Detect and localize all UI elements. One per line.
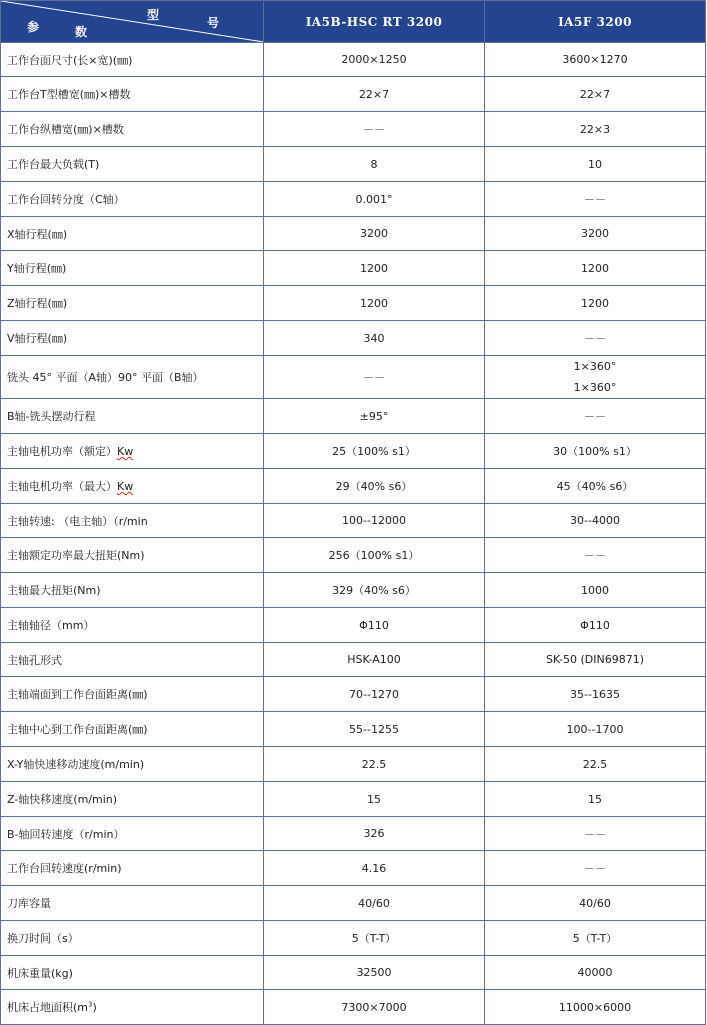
value-model-1: 8 xyxy=(264,147,485,182)
param-label: 工作台回转分度（C轴） xyxy=(1,182,264,217)
value-model-1: 3200 xyxy=(264,217,485,251)
param-label: 刀库容量 xyxy=(1,886,264,921)
table-row xyxy=(1,747,706,782)
value-model-1: 40/60 xyxy=(264,886,485,921)
value-model-1: HSK-A100 xyxy=(264,643,485,677)
value-model-2: －－ xyxy=(485,851,706,886)
param-label: B轴-铣头摆动行程 xyxy=(1,399,264,434)
table-row xyxy=(1,43,706,77)
value-model-1: 22×7 xyxy=(264,77,485,112)
header-model-1: IA5B-HSC RT 3200 xyxy=(264,1,485,43)
table-row xyxy=(1,990,706,1025)
table-row xyxy=(1,921,706,956)
value-model-2: 1200 xyxy=(485,251,706,286)
value-model-2: 22×3 xyxy=(485,112,706,147)
table-row xyxy=(1,77,706,112)
value-model-1: Φ110 xyxy=(264,608,485,643)
param-label xyxy=(1,990,264,1025)
param-unit: Kw xyxy=(117,480,134,493)
param-label: Z-轴快移速度(m/min) xyxy=(1,782,264,817)
param-label: 工作台纵槽宽(㎜)×槽数 xyxy=(1,112,264,147)
table-row xyxy=(1,817,706,851)
param-label: 工作台面尺寸(长×宽)(㎜) xyxy=(1,43,264,77)
value-model-2: －－ xyxy=(485,817,706,851)
value-model-1: 25（100% s1） xyxy=(264,434,485,469)
table-row xyxy=(1,469,706,504)
table-row xyxy=(1,851,706,886)
value-model-1: 15 xyxy=(264,782,485,817)
value-model-2: 1000 xyxy=(485,573,706,608)
value-model-1: 22.5 xyxy=(264,747,485,782)
param-label-text: 主轴电机功率（最大） xyxy=(7,480,117,493)
corner-label-param-2: 数 xyxy=(75,25,88,39)
param-label-text: 主轴电机功率（额定） xyxy=(7,445,117,458)
param-label: 主轴孔形式 xyxy=(1,643,264,677)
value-model-2: －－ xyxy=(485,538,706,573)
table-row xyxy=(1,782,706,817)
value-model-2: 3600×1270 xyxy=(485,43,706,77)
param-label: X-Y轴快速移动速度(m/min) xyxy=(1,747,264,782)
value-model-1: －－ xyxy=(264,112,485,147)
value-model-2: 11000×6000 xyxy=(485,990,706,1025)
table-row xyxy=(1,573,706,608)
table-row xyxy=(1,147,706,182)
param-label: 换刀时间（s） xyxy=(1,921,264,956)
param-label-suffix: ) xyxy=(92,1001,97,1014)
value-model-1: 7300×7000 xyxy=(264,990,485,1025)
value-line: 1×360° xyxy=(573,360,617,373)
param-label: 主轴中心到工作台面距离(㎜) xyxy=(1,712,264,747)
table-row xyxy=(1,399,706,434)
value-model-1: 340 xyxy=(264,321,485,356)
table-row xyxy=(1,643,706,677)
value-model-1: 32500 xyxy=(264,956,485,990)
table-row xyxy=(1,182,706,217)
param-label: V轴行程(㎜) xyxy=(1,321,264,356)
value-model-2: 35--1635 xyxy=(485,677,706,712)
param-label: X轴行程(㎜) xyxy=(1,217,264,251)
param-label: 工作台最大负载(T) xyxy=(1,147,264,182)
value-model-2: 30（100% s1） xyxy=(485,434,706,469)
value-model-1: 100--12000 xyxy=(264,504,485,538)
table-row xyxy=(1,886,706,921)
value-model-2: SK-50 (DIN69871) xyxy=(485,643,706,677)
value-model-1: 329（40% s6） xyxy=(264,573,485,608)
value-model-1: 5（T-T） xyxy=(264,921,485,956)
value-model-1: 4.16 xyxy=(264,851,485,886)
param-label: 主轴额定功率最大扭矩(Nm) xyxy=(1,538,264,573)
value-model-2 xyxy=(485,356,706,399)
value-model-2: 40000 xyxy=(485,956,706,990)
value-model-1: 1200 xyxy=(264,251,485,286)
table-row xyxy=(1,504,706,538)
corner-label-model-2: 号 xyxy=(207,16,220,30)
corner-label-model-1: 型 xyxy=(147,8,160,22)
param-label xyxy=(1,469,264,504)
value-model-2: －－ xyxy=(485,399,706,434)
table-row xyxy=(1,321,706,356)
header-model-2: IA5F 3200 xyxy=(485,1,706,43)
value-model-1: 0.001° xyxy=(264,182,485,217)
param-label: 主轴最大扭矩(Nm) xyxy=(1,573,264,608)
value-model-2: 10 xyxy=(485,147,706,182)
value-model-2: －－ xyxy=(485,321,706,356)
table-row xyxy=(1,434,706,469)
value-model-2: －－ xyxy=(485,182,706,217)
table-row xyxy=(1,286,706,321)
value-model-1: 2000×1250 xyxy=(264,43,485,77)
table-row xyxy=(1,608,706,643)
value-model-1: 70--1270 xyxy=(264,677,485,712)
table-row xyxy=(1,251,706,286)
spec-rows xyxy=(1,43,706,1025)
corner-label-param-1: 参 xyxy=(27,20,40,34)
table-row xyxy=(1,956,706,990)
table-row xyxy=(1,712,706,747)
header-row xyxy=(1,1,706,43)
table-row xyxy=(1,112,706,147)
table-row xyxy=(1,217,706,251)
value-model-2: 100--1700 xyxy=(485,712,706,747)
param-label: 铣头 45° 平面（A轴）90° 平面（B轴） xyxy=(1,356,264,399)
corner-diagonal xyxy=(1,1,264,42)
value-model-2: 15 xyxy=(485,782,706,817)
header-corner-cell xyxy=(1,1,264,43)
value-model-1: 256（100% s1） xyxy=(264,538,485,573)
table-row xyxy=(1,538,706,573)
param-unit: Kw xyxy=(117,445,134,458)
table-row xyxy=(1,677,706,712)
value-model-2: Φ110 xyxy=(485,608,706,643)
value-model-1: ±95° xyxy=(264,399,485,434)
param-label: B-轴回转速度（r/min） xyxy=(1,817,264,851)
value-model-2: 45（40% s6） xyxy=(485,469,706,504)
value-model-2: 5（T-T） xyxy=(485,921,706,956)
value-model-2: 40/60 xyxy=(485,886,706,921)
param-label: 主轴转速: （电主轴）（r/min xyxy=(1,504,264,538)
param-label-text: 机床占地面积(m xyxy=(7,1001,89,1014)
table-row xyxy=(1,356,706,399)
value-model-1: 55--1255 xyxy=(264,712,485,747)
value-model-2: 22.5 xyxy=(485,747,706,782)
value-model-2: 30--4000 xyxy=(485,504,706,538)
param-label: 机床重量(kg) xyxy=(1,956,264,990)
param-superscript: 3 xyxy=(88,1000,93,1009)
param-label: Z轴行程(㎜) xyxy=(1,286,264,321)
value-model-1: －－ xyxy=(264,356,485,399)
value-model-1: 29（40% s6） xyxy=(264,469,485,504)
value-model-2: 1200 xyxy=(485,286,706,321)
param-label: 主轴轴径（mm） xyxy=(1,608,264,643)
value-model-1: 1200 xyxy=(264,286,485,321)
param-label xyxy=(1,434,264,469)
value-model-1: 326 xyxy=(264,817,485,851)
param-label: Y轴行程(㎜) xyxy=(1,251,264,286)
param-label: 工作台回转速度(r/min) xyxy=(1,851,264,886)
param-label: 工作台T型槽宽(㎜)×槽数 xyxy=(1,77,264,112)
value-model-2: 3200 xyxy=(485,217,706,251)
value-line: 1×360° xyxy=(573,381,617,394)
param-label: 主轴端面到工作台面距离(㎜) xyxy=(1,677,264,712)
value-model-2: 22×7 xyxy=(485,77,706,112)
